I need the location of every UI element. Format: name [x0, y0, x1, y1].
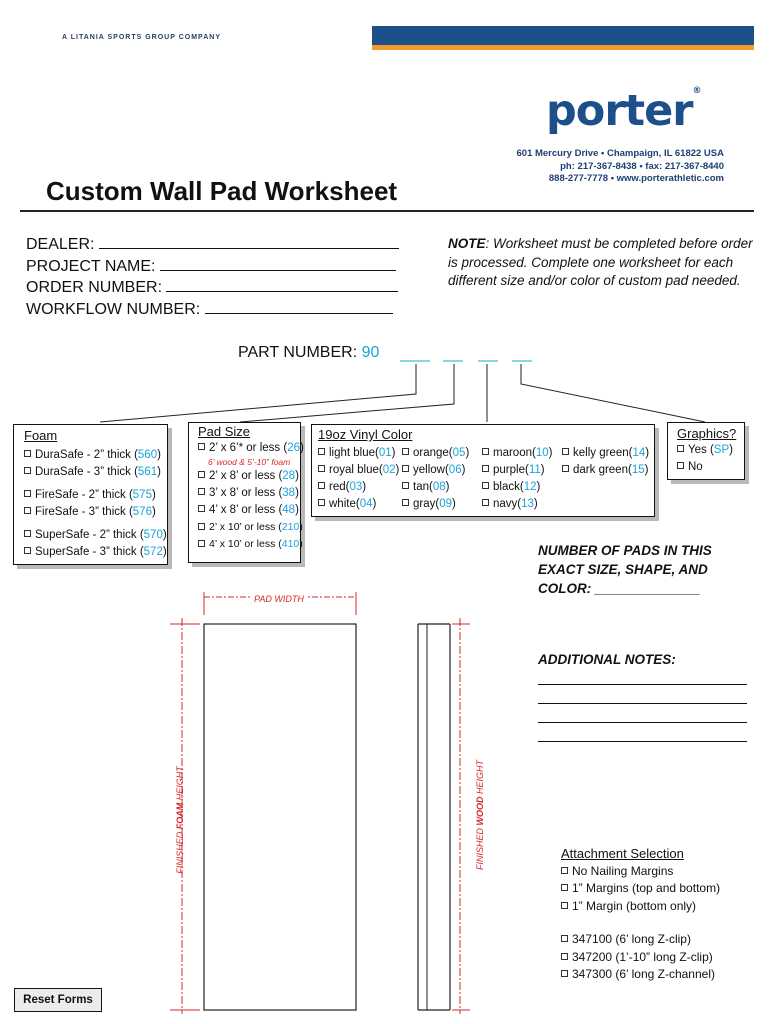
- option-label: DuraSafe - 2” thick (: [35, 449, 138, 461]
- option-label: 347300 (6’ long Z-channel): [572, 967, 715, 981]
- option-close: ): [445, 481, 450, 493]
- option-code: 05: [452, 447, 466, 459]
- option-label: dark green(: [573, 464, 632, 476]
- option-code: 210: [281, 521, 300, 533]
- checkbox-icon[interactable]: [198, 523, 205, 530]
- number-of-pads-line-1: NUMBER OF PADS IN THIS: [538, 543, 712, 558]
- option-close: ): [372, 498, 377, 510]
- graphics-header: Graphics?: [677, 426, 737, 441]
- option-code: 10: [535, 447, 549, 459]
- option-close: ): [391, 447, 396, 459]
- checkbox-icon[interactable]: [318, 448, 325, 455]
- address-line-3: 888-277-7778 • www.porterathletic.com: [548, 173, 724, 184]
- option-label: maroon(: [493, 447, 536, 459]
- vinyl-option-red[interactable]: [318, 479, 402, 496]
- address-line-1: 601 Mercury Drive • Champaign, IL 61822 USA: [516, 148, 724, 159]
- attachment-option-no-margins[interactable]: [561, 863, 720, 881]
- checkbox-icon[interactable]: [24, 450, 31, 457]
- vinyl-column-3: [482, 445, 562, 513]
- option-close: ): [540, 464, 545, 476]
- label-part: HEIGHT: [175, 766, 185, 803]
- option-label: 4’ x 10’ or less (: [209, 538, 282, 550]
- option-code: 11: [528, 464, 541, 476]
- option-code: 13: [521, 498, 534, 510]
- option-code: 561: [137, 466, 158, 478]
- option-code: 08: [432, 481, 446, 493]
- option-close: ): [452, 498, 456, 510]
- vinyl-option-tan[interactable]: [402, 479, 482, 496]
- checkbox-icon[interactable]: [198, 540, 205, 547]
- option-label: 1” Margins (top and bottom): [572, 881, 721, 895]
- option-label: purple(: [493, 464, 529, 476]
- checkbox-icon[interactable]: [318, 482, 325, 489]
- label-part: FINISHED: [475, 825, 485, 871]
- option-label: tan(: [413, 481, 433, 493]
- pad-size-box: [188, 422, 304, 563]
- option-close: ): [151, 506, 156, 518]
- option-label: light blue(: [329, 447, 379, 459]
- checkbox-icon[interactable]: [482, 448, 489, 455]
- option-close: ): [461, 464, 466, 476]
- logo-text: porter: [546, 86, 693, 136]
- option-label: 347200 (1’-10” long Z-clip): [572, 949, 713, 964]
- checkbox-icon[interactable]: [24, 490, 31, 497]
- graphics-option-yes[interactable]: [677, 442, 744, 459]
- checkbox-icon[interactable]: [561, 884, 568, 891]
- option-code: 560: [137, 449, 158, 461]
- vinyl-option-yellow[interactable]: [402, 462, 482, 479]
- option-close: ): [536, 481, 541, 493]
- foam-height-label: [175, 760, 185, 880]
- vinyl-option-orange[interactable]: [402, 445, 482, 462]
- part-number-prefix: 90: [361, 344, 380, 361]
- vinyl-option-purple[interactable]: [482, 462, 562, 479]
- option-code: 410: [281, 538, 300, 550]
- porter-logo: porter®: [546, 86, 701, 136]
- number-of-pads-line-3: COLOR: ______________: [538, 581, 701, 596]
- option-label: gray(: [413, 498, 440, 510]
- checkbox-icon[interactable]: [402, 448, 409, 455]
- page-title: Custom Wall Pad Worksheet: [46, 176, 398, 206]
- option-close: ): [299, 521, 303, 533]
- option-label: red(: [329, 481, 350, 493]
- option-label: No Nailing Margins: [572, 863, 674, 878]
- option-label: 3’ x 8’ or less (: [209, 487, 283, 499]
- reset-forms-button[interactable]: Reset Forms: [14, 988, 102, 1012]
- option-close: ): [548, 447, 553, 459]
- option-close: ): [295, 487, 299, 499]
- address-line-2: ph: 217-367-8438 • fax: 217-367-8440: [560, 160, 724, 172]
- foam-option-supersafe-3[interactable]: [24, 544, 167, 561]
- checkbox-icon[interactable]: [561, 867, 568, 874]
- graphics-box: [667, 422, 745, 480]
- order-number-label: ORDER NUMBER:: [26, 279, 163, 296]
- option-code: 38: [282, 487, 296, 499]
- checkbox-icon[interactable]: [562, 448, 569, 455]
- option-close: ): [157, 466, 161, 478]
- checkbox-icon[interactable]: [482, 465, 489, 472]
- checkbox-icon[interactable]: [561, 970, 568, 977]
- note-text: : Worksheet must be completed before order is processed. Complete one worksheet for each different size and/or color of custom pad needed.: [448, 236, 753, 288]
- pad-size-option-38[interactable]: [198, 485, 300, 502]
- attachment-option-top-bottom[interactable]: [561, 880, 720, 898]
- number-of-pads[interactable]: [538, 541, 712, 598]
- option-close: ): [395, 464, 400, 476]
- label-part-bold: FOAM: [175, 802, 185, 830]
- checkbox-icon[interactable]: [198, 505, 205, 512]
- checkbox-icon[interactable]: [24, 547, 31, 554]
- option-label: 4’ x 8’ or less (: [209, 504, 283, 516]
- option-code: 570: [143, 529, 163, 541]
- vinyl-color-header: 19oz Vinyl Color: [318, 427, 413, 442]
- option-code: 02: [382, 464, 396, 476]
- option-label: black(: [493, 481, 524, 493]
- foam-header: Foam: [24, 428, 58, 443]
- note-label: NOTE: [448, 236, 486, 251]
- attachment-selection: [561, 845, 720, 984]
- additional-notes-label: ADDITIONAL NOTES:: [538, 652, 676, 667]
- checkbox-icon[interactable]: [562, 465, 569, 472]
- option-label: 347100 (6’ long Z-clip): [572, 932, 691, 946]
- vinyl-option-light-blue[interactable]: [318, 445, 402, 462]
- pad-size-option-26[interactable]: [198, 440, 304, 457]
- attachment-option-bottom[interactable]: [561, 898, 720, 916]
- part-number-label: PART NUMBER:: [238, 344, 358, 361]
- vinyl-option-white[interactable]: [318, 496, 402, 513]
- option-code: 03: [349, 481, 363, 493]
- option-code: 15: [631, 464, 645, 476]
- option-code: 576: [132, 506, 152, 518]
- vinyl-column-4: [562, 445, 654, 513]
- clip-option-347100[interactable]: [561, 931, 720, 949]
- option-label: DuraSafe - 3” thick (: [35, 466, 138, 478]
- option-code: SP: [713, 444, 730, 456]
- option-code: 01: [378, 447, 392, 459]
- vinyl-column-1: [318, 445, 402, 513]
- option-close: ): [729, 444, 733, 456]
- option-label: No: [688, 461, 703, 473]
- project-name-label: PROJECT NAME:: [26, 257, 156, 275]
- option-code: 28: [282, 470, 296, 482]
- notes-line-4[interactable]: [538, 741, 747, 742]
- checkbox-icon[interactable]: [24, 530, 31, 537]
- pad-width-label: PAD WIDTH: [254, 594, 304, 604]
- option-label: orange(: [413, 447, 453, 459]
- foam-box: [13, 424, 168, 565]
- pad-size-option-48[interactable]: [198, 502, 300, 519]
- checkbox-icon[interactable]: [198, 488, 205, 495]
- checkbox-icon[interactable]: [318, 465, 325, 472]
- option-label: FireSafe - 3” thick (: [35, 506, 133, 518]
- vinyl-option-gray[interactable]: [402, 496, 482, 513]
- option-label: yellow(: [413, 464, 449, 476]
- option-label: 2’ x 10’ or less (: [209, 521, 282, 533]
- wood-height-label: [475, 755, 485, 875]
- vinyl-option-maroon[interactable]: [482, 445, 562, 462]
- option-label: Yes (: [688, 444, 714, 456]
- vinyl-option-black[interactable]: [482, 479, 562, 496]
- option-label: navy(: [493, 498, 522, 510]
- pad-size-header: Pad Size: [198, 424, 251, 439]
- option-close: ): [162, 546, 167, 558]
- option-close: ): [157, 449, 161, 461]
- option-close: ): [465, 447, 470, 459]
- option-label: 2’ x 6’* or less (: [209, 442, 288, 454]
- vinyl-option-dark-green[interactable]: [562, 462, 654, 479]
- vinyl-option-royal-blue[interactable]: [318, 462, 402, 479]
- checkbox-icon[interactable]: [402, 499, 409, 506]
- option-label: 1” Margin (bottom only): [572, 898, 697, 913]
- option-close: ): [151, 489, 156, 501]
- checkbox-icon[interactable]: [561, 953, 568, 960]
- option-code: 12: [523, 481, 537, 493]
- option-code: 48: [282, 504, 296, 516]
- vinyl-color-box: [311, 424, 655, 517]
- foam-option-supersafe-2[interactable]: [24, 527, 167, 544]
- option-code: 04: [359, 498, 373, 510]
- checkbox-icon[interactable]: [561, 935, 568, 942]
- option-close: ): [295, 504, 299, 516]
- foam-option-durasafe-2[interactable]: [24, 447, 167, 464]
- option-code: 06: [448, 464, 462, 476]
- label-part: FINISHED: [175, 829, 185, 874]
- workflow-number-label: WORKFLOW NUMBER:: [26, 300, 201, 318]
- option-close: ): [362, 481, 367, 493]
- checkbox-icon[interactable]: [561, 902, 568, 909]
- option-label: FireSafe - 2” thick (: [35, 489, 133, 501]
- option-close: ): [295, 470, 299, 482]
- checkbox-icon[interactable]: [677, 462, 684, 469]
- checkbox-icon[interactable]: [402, 465, 409, 472]
- option-code: 572: [143, 546, 163, 558]
- label-part-bold: WOOD: [475, 796, 485, 826]
- pad-size-option-410[interactable]: [198, 536, 303, 553]
- foam-option-firesafe-3[interactable]: [24, 504, 167, 521]
- option-close: ): [644, 464, 649, 476]
- checkbox-icon[interactable]: [677, 445, 684, 452]
- vinyl-column-2: [402, 445, 482, 513]
- graphics-option-no[interactable]: [677, 459, 744, 476]
- option-code: 26: [287, 442, 300, 454]
- option-code: 575: [132, 489, 152, 501]
- option-label: SuperSafe - 3” thick (: [35, 546, 144, 558]
- checkbox-icon[interactable]: [24, 507, 31, 514]
- dealer-label: DEALER:: [26, 236, 95, 253]
- option-close: ): [645, 447, 650, 459]
- foam-option-firesafe-2[interactable]: [24, 487, 167, 504]
- option-close: ): [299, 442, 304, 454]
- foam-option-durasafe-3[interactable]: [24, 464, 167, 481]
- option-code: 09: [439, 498, 452, 510]
- option-code: 14: [632, 447, 646, 459]
- option-label: SuperSafe - 2” thick (: [35, 529, 144, 541]
- option-label: 2’ x 8’ or less (: [209, 470, 283, 482]
- number-of-pads-line-2: EXACT SIZE, SHAPE, AND: [538, 562, 708, 577]
- checkbox-icon[interactable]: [198, 471, 205, 478]
- clip-option-347300[interactable]: [561, 966, 720, 984]
- label-part: HEIGHT: [475, 759, 485, 797]
- parent-company-text: A LITANIA SPORTS GROUP COMPANY: [62, 34, 221, 41]
- checkbox-icon[interactable]: [482, 499, 489, 506]
- clip-option-347200[interactable]: [561, 949, 720, 967]
- vinyl-option-kelly-green[interactable]: [562, 445, 654, 462]
- option-label: kelly green(: [573, 447, 633, 459]
- option-close: ): [533, 498, 538, 510]
- attachment-header: Attachment Selection: [561, 846, 684, 861]
- pad-size-option-28[interactable]: [198, 468, 300, 485]
- notes-line-1[interactable]: [538, 684, 747, 685]
- checkbox-icon[interactable]: [318, 499, 325, 506]
- pad-size-option-210[interactable]: [198, 519, 303, 536]
- pad-size-footnote: 6’ wood & 5’-10” foam: [208, 457, 291, 467]
- checkbox-icon[interactable]: [24, 467, 31, 474]
- option-close: ): [299, 538, 303, 550]
- notes-line-2[interactable]: [538, 703, 747, 704]
- option-label: white(: [329, 498, 360, 510]
- option-close: ): [162, 529, 167, 541]
- checkbox-icon[interactable]: [482, 482, 489, 489]
- checkbox-icon[interactable]: [198, 443, 205, 450]
- checkbox-icon[interactable]: [402, 482, 409, 489]
- vinyl-option-navy[interactable]: [482, 496, 562, 513]
- notes-line-3[interactable]: [538, 722, 747, 723]
- option-label: royal blue(: [329, 464, 383, 476]
